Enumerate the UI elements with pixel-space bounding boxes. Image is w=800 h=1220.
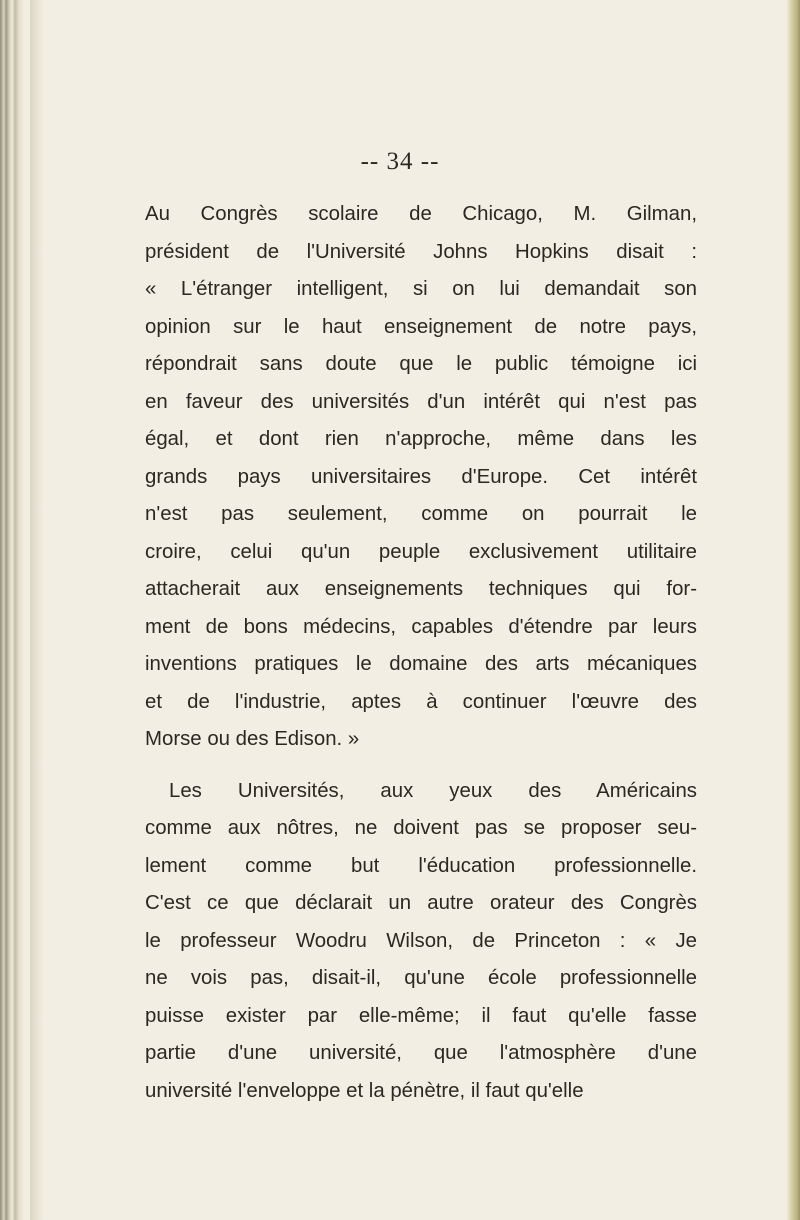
text-line: ment de bons médecins, capables d'étendre par leurs: [145, 615, 697, 638]
text-line: inventions pratiques le domaine des arts mécaniques: [145, 653, 697, 675]
body-text: [145, 196, 697, 1110]
text-line: Au Congrès scolaire de Chicago, M. Gilman,: [145, 203, 697, 225]
page-right-edge: [786, 0, 800, 1220]
text-line: C'est ce que déclarait un autre orateur des Congrès: [145, 892, 697, 914]
text-line: université l'enveloppe et la pénètre, il faut qu'elle: [145, 1079, 584, 1102]
text-line: et de l'industrie, aptes à continuer l'œuvre des: [145, 690, 697, 713]
text-line: le professeur Woodru Wilson, de Princeton : « Je: [145, 929, 697, 952]
text-line: président de l'Université Johns Hopkins disait :: [145, 240, 697, 263]
binding-shadow: [30, 0, 44, 1220]
book-binding-edge: [0, 0, 30, 1220]
paragraph-2: [145, 773, 697, 1111]
text-line: opinion sur le haut enseignement de notre pays,: [145, 315, 697, 338]
text-line: lement comme but l'éducation professionnelle.: [145, 854, 697, 877]
paragraph-gap: [145, 759, 697, 773]
paragraph-1: [145, 196, 697, 759]
text-line: attacherait aux enseignements techniques qui for-: [145, 578, 697, 600]
text-line: en faveur des universités d'un intérêt qui n'est pas: [145, 390, 697, 413]
text-line: égal, et dont rien n'approche, même dans les: [145, 428, 697, 450]
text-line: comme aux nôtres, ne doivent pas se proposer seu-: [145, 817, 697, 839]
text-line: répondrait sans doute que le public témoigne ici: [145, 353, 697, 375]
text-line: croire, celui qu'un peuple exclusivement utilitaire: [145, 540, 697, 563]
text-line: Morse ou des Edison. »: [145, 728, 360, 750]
text-line: grands pays universitaires d'Europe. Cet intérêt: [145, 465, 697, 488]
page-number: -- 34 --: [360, 148, 440, 175]
text-line: « L'étranger intelligent, si on lui demandait son: [145, 278, 697, 300]
text-line: puisse exister par elle-même; il faut qu'elle fasse: [145, 1004, 697, 1027]
text-line: n'est pas seulement, comme on pourrait le: [145, 503, 697, 525]
text-line: Les Universités, aux yeux des Américains: [169, 779, 697, 802]
text-line: ne vois pas, disait-il, qu'une école professionnelle: [145, 967, 697, 989]
text-line: partie d'une université, que l'atmosphère d'une: [145, 1042, 697, 1064]
